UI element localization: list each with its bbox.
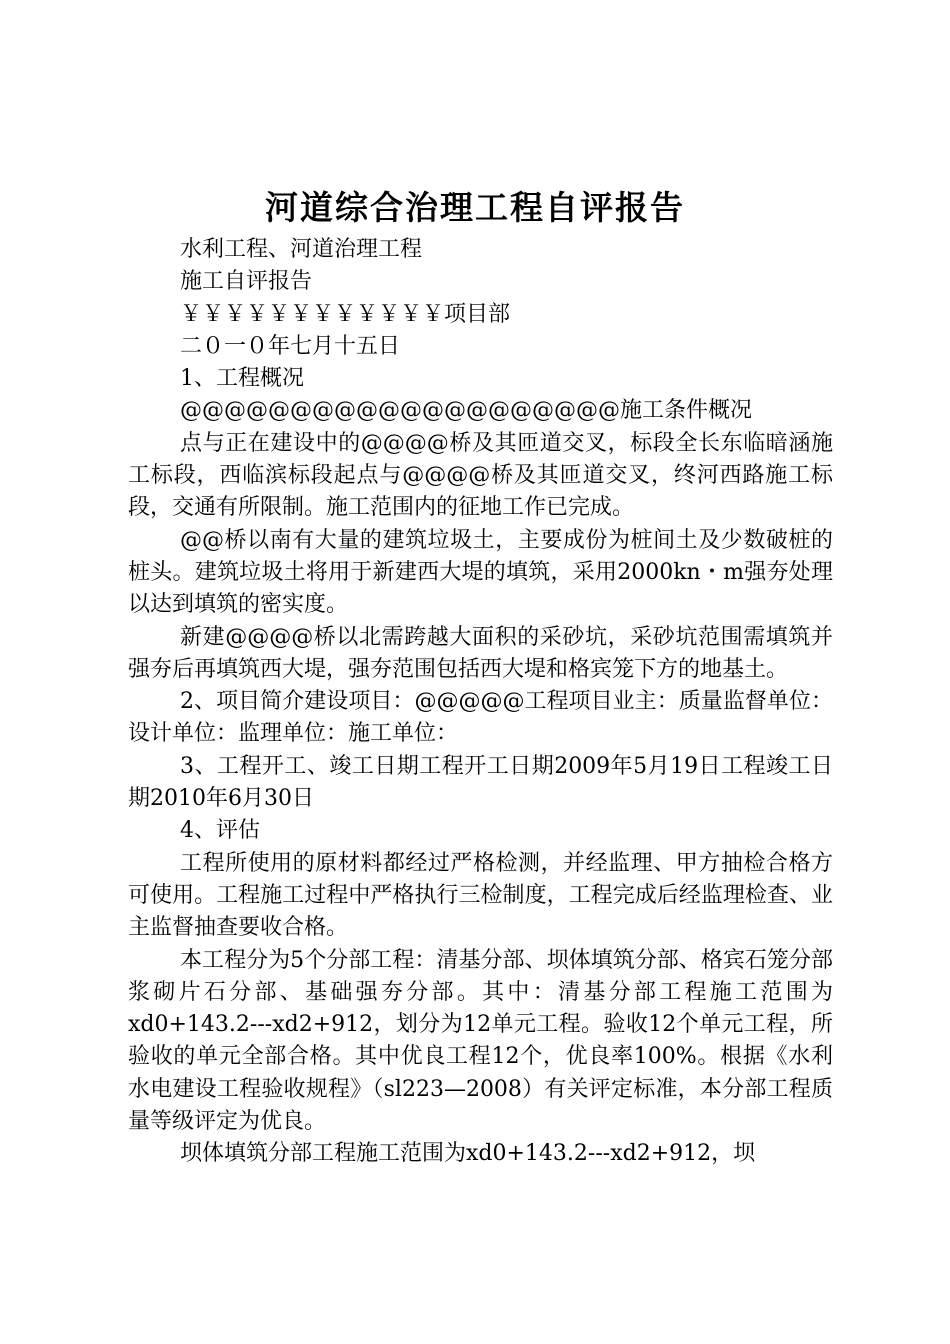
section-heading-evaluation: 4、评估 [180, 818, 260, 844]
section-heading-overview: 1、工程概况 [180, 366, 304, 392]
header-line-project-type: 水利工程、河道治理工程 [180, 237, 423, 262]
subheading-construction-conditions: @@@@@@@@@@@@@@@@@@@@施工条件概况 [180, 398, 753, 424]
paragraph-site-conditions: 点与正在建设中的@@@@桥及其匝道交叉，标段全长东临暗涵施工标段，西临滨标段起点与@@@@桥及其匝道交叉，终河西路施工标段，交通有所限制。施工范围内的征地工作已完成。 [128, 430, 833, 521]
document-title: 河道综合治理工程自评报告 [265, 188, 685, 227]
paragraph-materials-inspection: 工程所使用的原材料都经过严格检测，并经监理、甲方抽检合格方可使用。工程施工过程中严格执行三检制度，工程完成后经监理检查、业主监督抽查要收合格。 [128, 850, 833, 941]
header-line-department: ￥￥￥￥￥￥￥￥￥￥￥￥项目部 [180, 301, 511, 327]
header-line-report-type: 施工自评报告 [180, 269, 313, 295]
paragraph-schedule: 3、工程开工、竣工日期工程开工日期2009年5月19日工程竣工日期2010年6月30日 [128, 753, 833, 812]
document-body [128, 234, 833, 1171]
paragraph-project-brief: 2、项目简介建设项目：@@@@@工程项目业主：质量监督单位：设计单位：监理单位：施工单位： [128, 689, 833, 747]
header-line-date: 二０一０年七月十五日 [180, 333, 401, 359]
paragraph-sand-pit: 新建@@@@桥以北需跨越大面积的采砂坑，采砂坑范围需填筑并强夯后再填筑西大堤，强夯范围包括西大堤和格宾笼下方的地基土。 [128, 624, 833, 682]
paragraph-subproject-division: 本工程分为5个分部工程：清基分部、坝体填筑分部、格宾石笼分部浆砌片石分部、基础强夯分部。其中：清基分部工程施工范围为xd0+143.2---xd2+912，划分为12单元工程。验收12个单元工程，所验收的单元全部合格。其中优良工程12个，优良率100%。根据《水利水电建设工程验收规程》（sl223—2008）有关评定标准，本分部工程质量等级评定为优良。 [128, 947, 833, 1135]
paragraph-construction-waste: @@桥以南有大量的建筑垃圾土，主要成份为桩间土及少数破桩的桩头。建筑垃圾土将用于新建西大堤的填筑，采用2000kn・m强夯处理以达到填筑的密实度。 [128, 527, 833, 618]
paragraph-dam-filling: 坝体填筑分部工程施工范围为xd0+143.2---xd2+912，坝 [180, 1141, 756, 1167]
